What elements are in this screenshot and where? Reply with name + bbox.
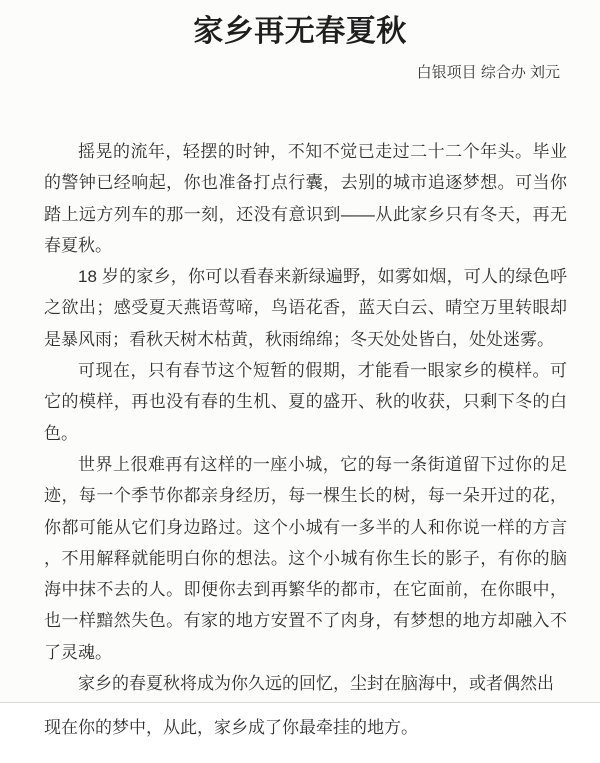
paragraph-5-first-line: 家乡的春夏秋将成为你久远的回忆，尘封在脑海中，或者偶然出 xyxy=(78,674,554,694)
paragraph-4: 世界上很难再有这样的一座小城，它的每一条街道留下过你的足迹，每一个季节你都亲身经历，每一棵生长的树，每一朵开过的花，你都可能从它们身边路过。这个小城有一多半的人和你说一样的方言，不用解释就能明白你的想法。这个小城有你生长的影子，有你的脑海中抹不去的人。即便你去到再繁华的都市，在它面前，在你眼中，也一样黯然失色。有家的地方安置不了肉身，有梦想的地方却融入不了灵魂。 xyxy=(44,454,567,662)
paragraph-5-continuation-line: 现在你的梦中，从此，家乡成了你最牵挂的地方。 xyxy=(44,718,418,737)
paragraph-2: 18 岁的家乡，你可以看春来新绿遍野，如雾如烟，可人的绿色呼之欲出；感受夏天燕语莺啼，鸟语花香，蓝天白云、晴空万里转眼却是暴风雨；看秋天树木枯黄，秋雨绵绵；冬天处处皆白，处处迷雾。 xyxy=(44,267,567,349)
byline: 白银项目 综合办 刘元 xyxy=(416,64,560,81)
page-break-divider xyxy=(0,702,600,703)
page-title: 家乡再无春夏秋 xyxy=(193,15,407,48)
paragraph-3: 可现在，只有春节这个短暂的假期，才能看一眼家乡的模样。可它的模样，再也没有春的生机、夏的盛开、秋的收获，只剩下冬的白色。 xyxy=(44,361,567,443)
essay-body xyxy=(44,136,567,699)
paragraph-1: 摇晃的流年，轻摆的时钟，不知不觉已走过二十二个年头。毕业的警钟已经响起，你也准备打点行囊，去别的城市追逐梦想。可当你踏上远方列车的那一刻，还没有意识到——从此家乡只有冬天，再无春夏秋。 xyxy=(44,142,567,255)
